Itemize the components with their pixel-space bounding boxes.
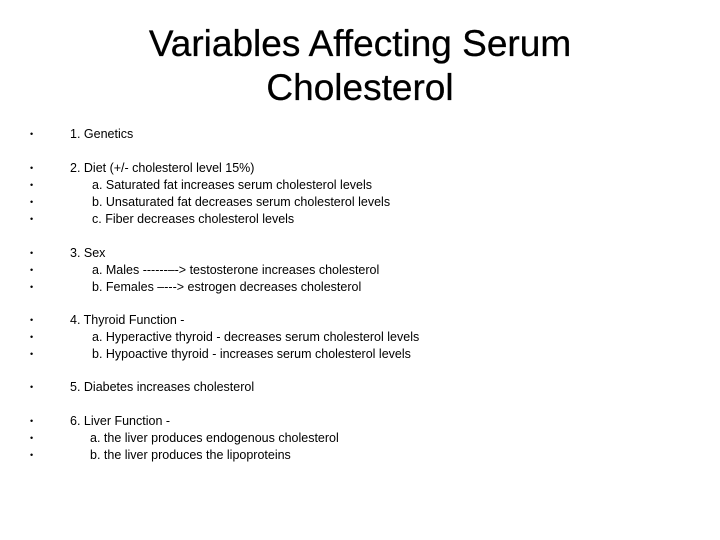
title-line-2: Cholesterol bbox=[266, 67, 454, 108]
list-item-text: b. Unsaturated fat decreases serum cholesterol levels bbox=[92, 195, 391, 209]
list-item-text: b. the liver produces the lipoproteins bbox=[90, 448, 291, 462]
bullet-icon: • bbox=[30, 214, 34, 224]
list-item-text: a. Saturated fat increases serum cholesterol levels bbox=[92, 178, 372, 192]
list-item-text: b. Hypoactive thyroid - increases serum cholesterol levels bbox=[92, 347, 411, 361]
bullet-icon: • bbox=[30, 163, 34, 173]
bullet-icon: • bbox=[30, 129, 34, 139]
list-item-text: 5. Diabetes increases cholesterol bbox=[70, 380, 255, 394]
list-item-text: b. Females –---> estrogen decreases cholesterol bbox=[92, 280, 362, 294]
bullet-icon: • bbox=[30, 248, 34, 258]
bullet-icon: • bbox=[30, 349, 34, 359]
bullet-icon: • bbox=[30, 315, 34, 325]
list-item-text: 1. Genetics bbox=[70, 127, 134, 141]
bullet-icon: • bbox=[30, 180, 34, 190]
list-item-text: 3. Sex bbox=[70, 246, 106, 260]
bullet-icon: • bbox=[30, 265, 34, 275]
bullet-icon: • bbox=[30, 332, 34, 342]
bullet-icon: • bbox=[30, 197, 34, 207]
title-line-1: Variables Affecting Serum bbox=[148, 23, 572, 64]
bullet-icon: • bbox=[30, 450, 34, 460]
list-item-text: 2. Diet (+/- cholesterol level 15%) bbox=[70, 161, 255, 175]
bullet-icon: • bbox=[30, 382, 34, 392]
list-item-text: c. Fiber decreases cholesterol levels bbox=[92, 212, 295, 226]
list-item-text: a. the liver produces endogenous cholesterol bbox=[90, 431, 339, 445]
list-item-text: 4. Thyroid Function - bbox=[70, 313, 185, 327]
list-item-text: 6. Liver Function - bbox=[70, 414, 171, 428]
bullet-icon: • bbox=[30, 433, 34, 443]
list-item-text: a. Males ------–-> testosterone increases cholesterol bbox=[92, 263, 380, 277]
list-item-text: a. Hyperactive thyroid - decreases serum cholesterol levels bbox=[92, 330, 420, 344]
bullet-icon: • bbox=[30, 416, 34, 426]
bullet-icon: • bbox=[30, 282, 34, 292]
slide-title bbox=[60, 22, 660, 110]
